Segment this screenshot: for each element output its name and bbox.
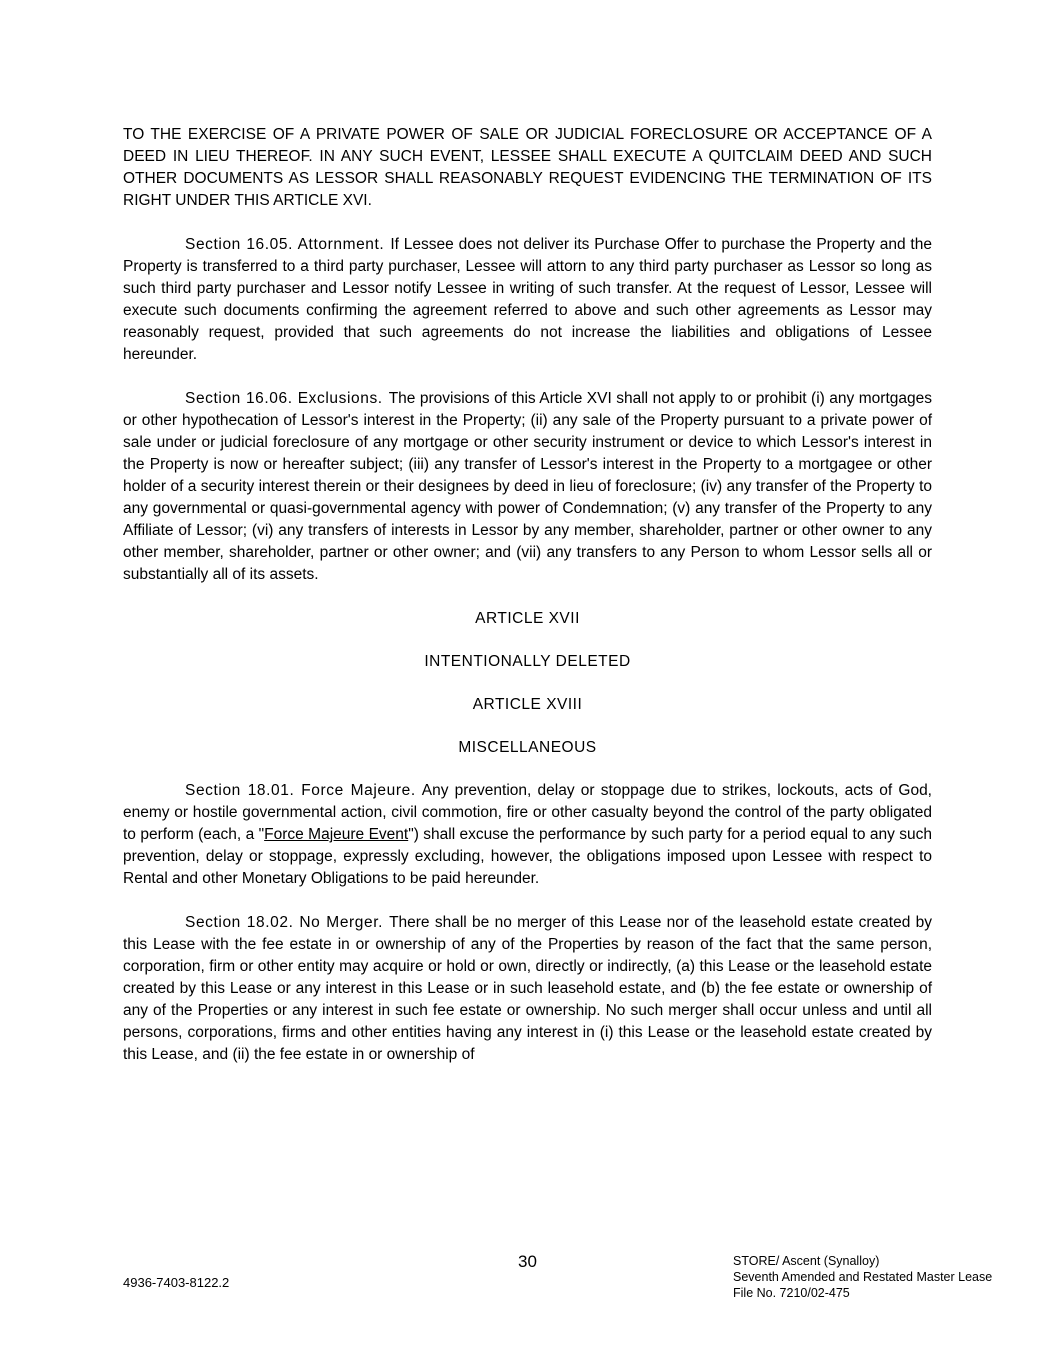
paragraph-section-16-06 <box>123 388 932 586</box>
paragraph-section-16-05 <box>123 234 932 366</box>
footer-right-line-2: Seventh Amended and Restated Master Lease <box>733 1270 993 1284</box>
section-16-06-heading: Section 16.06. Exclusions. <box>185 390 383 407</box>
page-number: 30 <box>518 1252 537 1271</box>
footer-right-line-3: File No. 7210/02-475 <box>733 1286 850 1300</box>
paragraph-section-18-02 <box>123 912 932 1066</box>
document-body <box>123 124 932 1088</box>
heading-article-xviii: ARTICLE XVIII <box>472 696 583 713</box>
section-16-05-heading: Section 16.05. Attornment. <box>185 236 385 253</box>
section-16-05-body: If Lessee does not deliver its Purchase Offer to purchase the Property and the Property is transferred to a third party purchaser, Lessee will attorn to any third party purchaser as Lessor so long as such third party purchaser and Lessor notify Lessee in writing of such transfer. At the request of Lessor, Lessee will execute such documents confirming the agreement referred to above and such other agreements as Lessor may reasonably request, provided that such agreements do not increase the liabilities and obligations of Lessee hereunder. <box>123 236 932 363</box>
section-18-01-body-after: ") shall excuse the performance by such party for a period equal to any such prevention, delay or stoppage, expressly excluding, however, the obligations imposed upon Lessee with respect to Rental and other Monetary Obligations to be paid hereunder. <box>123 826 932 887</box>
heading-intentionally-deleted: INTENTIONALLY DELETED <box>424 653 631 670</box>
section-18-01-heading: Section 18.01. Force Majeure. <box>185 782 416 799</box>
footer-document-id: 4936-7403-8122.2 <box>123 1275 230 1290</box>
force-majeure-event-underlined-term: Force Majeure Event <box>264 826 409 843</box>
footer-case-reference <box>733 1253 992 1301</box>
section-18-02-heading: Section 18.02. No Merger. <box>185 914 384 931</box>
footer-right-line-1: STORE/ Ascent (Synalloy) <box>733 1254 880 1268</box>
paragraph-section-18-01 <box>123 780 932 890</box>
section-18-01-body-before: Any prevention, delay or stoppage due to strikes, lockouts, acts of God, enemy or hostile governmental action, civil commotion, fire or other casualty beyond the control of the party obligated to perform (each, a " <box>123 782 932 843</box>
section-16-06-body: The provisions of this Article XVI shall not apply to or prohibit (i) any mortgages or other hypothecation of Lessor's interest in the Property; (ii) any sale of the Property pursuant to a private power of sale under or judicial foreclosure of any mortgage or other security instrument or device to which Lessor's interest in the Property is now or hereafter subject; (iii) any transfer of Lessor's interest in the Property to a mortgagee or other holder of a security interest therein or their designees by deed in lieu of foreclosure; (iv) any transfer of the Property to any governmental or quasi-governmental agency with power of Condemnation; (v) any transfer of the Property to any Affiliate of Lessor; (vi) any transfers of interests in Lessor by any member, shareholder, partner or other owner to any other member, shareholder, partner or other owner; and (vii) any transfers to any Person to whom Lessor sells all or substantially all of its assets. <box>123 390 932 583</box>
heading-miscellaneous: MISCELLANEOUS <box>458 739 597 756</box>
heading-article-xvii: ARTICLE XVII <box>475 610 580 627</box>
section-18-02-body: There shall be no merger of this Lease nor of the leasehold estate created by this Lease with the fee estate in or ownership of any of the Properties by reason of the fact that the same person, corporation, firm or other entity may acquire or hold or own, directly or indirectly, (a) this Lease or the leasehold estate created by this Lease or any interest in this Lease or in such leasehold estate, and (b) the fee estate or ownership of any of the Properties or any interest in such fee estate or ownership. No such merger shall occur unless and until all persons, corporations, firms and other entities having any interest in (i) this Lease or the leasehold estate created by this Lease, and (ii) the fee estate in or ownership of <box>123 914 933 1063</box>
paragraph-article16-continuation: TO THE EXERCISE OF A PRIVATE POWER OF SALE OR JUDICIAL FORECLOSURE OR ACCEPTANCE OF A DEED IN LIEU THEREOF. IN ANY SUCH EVENT, LESSEE SHALL EXECUTE A QUITCLAIM DEED AND SUCH OTHER DOCUMENTS AS LESSOR SHALL REASONABLY REQUEST EVIDENCING THE TERMINATION OF ITS RIGHT UNDER THIS ARTICLE XVI. <box>123 126 932 209</box>
